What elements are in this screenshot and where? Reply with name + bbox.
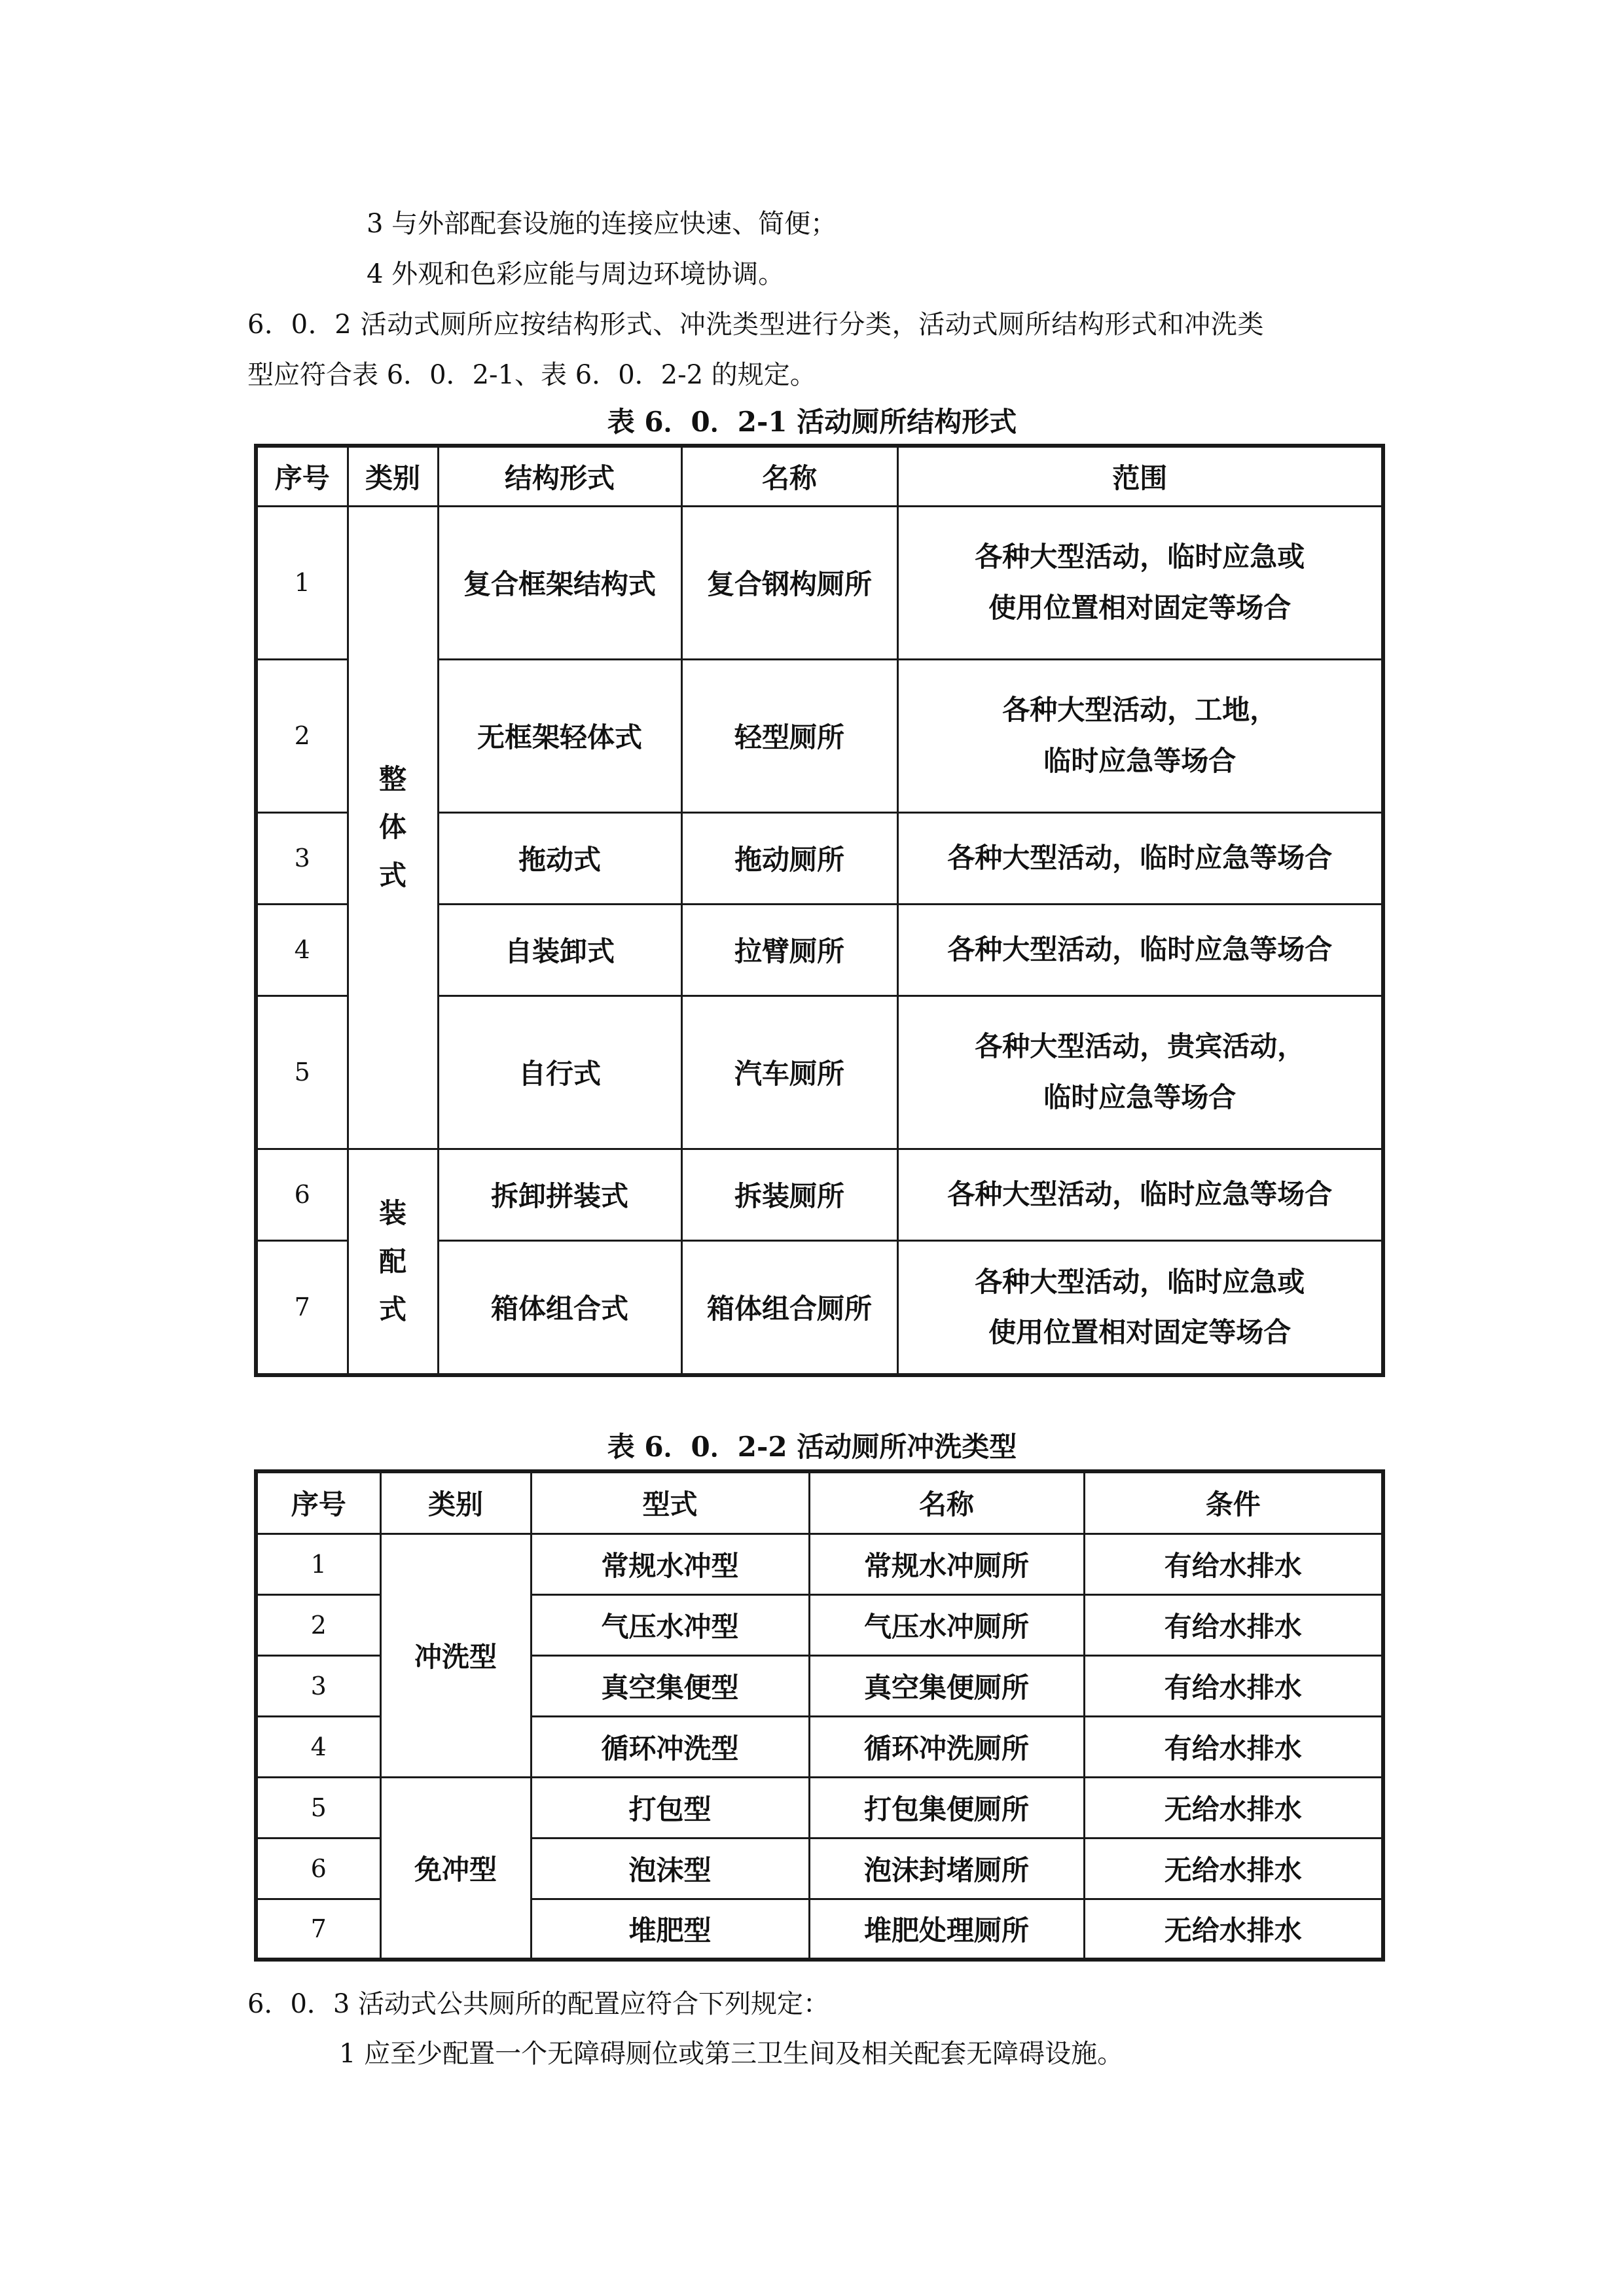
condition-cell: 无给水排水 <box>1084 1838 1383 1899</box>
row-number: 7 <box>256 1240 348 1375</box>
scope-cell: 各种大型活动，工地， 临时应急等场合 <box>897 659 1383 812</box>
condition-cell: 无给水排水 <box>1084 1777 1383 1838</box>
table-row <box>256 1534 1383 1594</box>
type-cell: 气压水冲型 <box>531 1594 809 1655</box>
paragraph-item-1: 1 应至少配置一个无障碍厕位或第三卫生间及相关配套无障碍设施。 <box>339 2039 1124 2069</box>
form-cell: 自行式 <box>438 996 681 1149</box>
category-cell: 免冲型 <box>380 1777 531 1960</box>
condition-cell: 无给水排水 <box>1084 1899 1383 1960</box>
type-cell: 堆肥型 <box>531 1899 809 1960</box>
scope-cell: 各种大型活动，临时应急或 使用位置相对固定等场合 <box>897 1240 1383 1375</box>
condition-cell: 有给水排水 <box>1084 1655 1383 1716</box>
table-row <box>256 1777 1383 1838</box>
table1-caption: 表 6．0．2-1 活动厕所结构形式 <box>607 406 1017 438</box>
name-cell: 常规水冲厕所 <box>809 1534 1084 1594</box>
header-cell: 序号 <box>256 1471 380 1534</box>
paragraph-item-4: 4 外观和色彩应能与周边环境协调。 <box>367 259 785 289</box>
table-row <box>256 506 1383 659</box>
header-cell: 结构形式 <box>438 446 681 506</box>
name-cell: 打包集便厕所 <box>809 1777 1084 1838</box>
condition-cell: 有给水排水 <box>1084 1716 1383 1777</box>
row-number: 3 <box>256 1655 380 1716</box>
structure-form-table <box>254 444 1385 1377</box>
form-cell: 自装卸式 <box>438 904 681 996</box>
type-cell: 常规水冲型 <box>531 1534 809 1594</box>
scope-cell: 各种大型活动，临时应急等场合 <box>897 812 1383 904</box>
clause-6-0-2: 6．0．2 活动式厕所应按结构形式、冲洗类型进行分类，活动式厕所结构形式和冲洗类 <box>247 310 1265 340</box>
form-cell: 复合框架结构式 <box>438 506 681 659</box>
row-number: 3 <box>256 812 348 904</box>
row-number: 5 <box>256 1777 380 1838</box>
flush-type-table <box>254 1469 1385 1962</box>
row-number: 2 <box>256 1594 380 1655</box>
category-cell: 装 配 式 <box>348 1149 438 1375</box>
scope-cell: 各种大型活动，临时应急等场合 <box>897 904 1383 996</box>
row-number: 7 <box>256 1899 380 1960</box>
name-cell: 循环冲洗厕所 <box>809 1716 1084 1777</box>
name-cell: 堆肥处理厕所 <box>809 1899 1084 1960</box>
header-cell: 条件 <box>1084 1471 1383 1534</box>
header-cell: 名称 <box>809 1471 1084 1534</box>
header-cell: 名称 <box>681 446 897 506</box>
name-cell: 真空集便厕所 <box>809 1655 1084 1716</box>
form-cell: 无框架轻体式 <box>438 659 681 812</box>
row-number: 6 <box>256 1149 348 1240</box>
form-cell: 拆卸拼装式 <box>438 1149 681 1240</box>
form-cell: 箱体组合式 <box>438 1240 681 1375</box>
header-cell: 范围 <box>897 446 1383 506</box>
clause-6-0-3: 6．0．3 活动式公共厕所的配置应符合下列规定： <box>247 1989 830 2019</box>
table-row <box>256 1149 1383 1240</box>
scope-cell: 各种大型活动，临时应急等场合 <box>897 1149 1383 1240</box>
name-cell: 泡沫封堵厕所 <box>809 1838 1084 1899</box>
header-cell: 类别 <box>380 1471 531 1534</box>
table-header-row <box>256 446 1383 506</box>
table2-caption: 表 6．0．2-2 活动厕所冲洗类型 <box>607 1431 1017 1463</box>
row-number: 1 <box>256 1534 380 1594</box>
row-number: 1 <box>256 506 348 659</box>
row-number: 5 <box>256 996 348 1149</box>
name-cell: 复合钢构厕所 <box>681 506 897 659</box>
type-cell: 泡沫型 <box>531 1838 809 1899</box>
name-cell: 拆装厕所 <box>681 1149 897 1240</box>
header-cell: 型式 <box>531 1471 809 1534</box>
form-cell: 拖动式 <box>438 812 681 904</box>
name-cell: 轻型厕所 <box>681 659 897 812</box>
name-cell: 拖动厕所 <box>681 812 897 904</box>
type-cell: 打包型 <box>531 1777 809 1838</box>
condition-cell: 有给水排水 <box>1084 1594 1383 1655</box>
scope-cell: 各种大型活动，临时应急或 使用位置相对固定等场合 <box>897 506 1383 659</box>
name-cell: 汽车厕所 <box>681 996 897 1149</box>
clause-6-0-2-continued: 型应符合表 6．0．2-1、表 6．0．2-2 的规定。 <box>247 360 816 390</box>
header-cell: 类别 <box>348 446 438 506</box>
category-cell: 冲洗型 <box>380 1534 531 1777</box>
type-cell: 循环冲洗型 <box>531 1716 809 1777</box>
name-cell: 气压水冲厕所 <box>809 1594 1084 1655</box>
name-cell: 箱体组合厕所 <box>681 1240 897 1375</box>
name-cell: 拉臂厕所 <box>681 904 897 996</box>
table-header-row <box>256 1471 1383 1534</box>
header-cell: 序号 <box>256 446 348 506</box>
row-number: 6 <box>256 1838 380 1899</box>
paragraph-item-3: 3 与外部配套设施的连接应快速、简便； <box>367 209 837 239</box>
row-number: 2 <box>256 659 348 812</box>
row-number: 4 <box>256 1716 380 1777</box>
category-cell: 整 体 式 <box>348 506 438 1149</box>
condition-cell: 有给水排水 <box>1084 1534 1383 1594</box>
scope-cell: 各种大型活动，贵宾活动， 临时应急等场合 <box>897 996 1383 1149</box>
type-cell: 真空集便型 <box>531 1655 809 1716</box>
row-number: 4 <box>256 904 348 996</box>
